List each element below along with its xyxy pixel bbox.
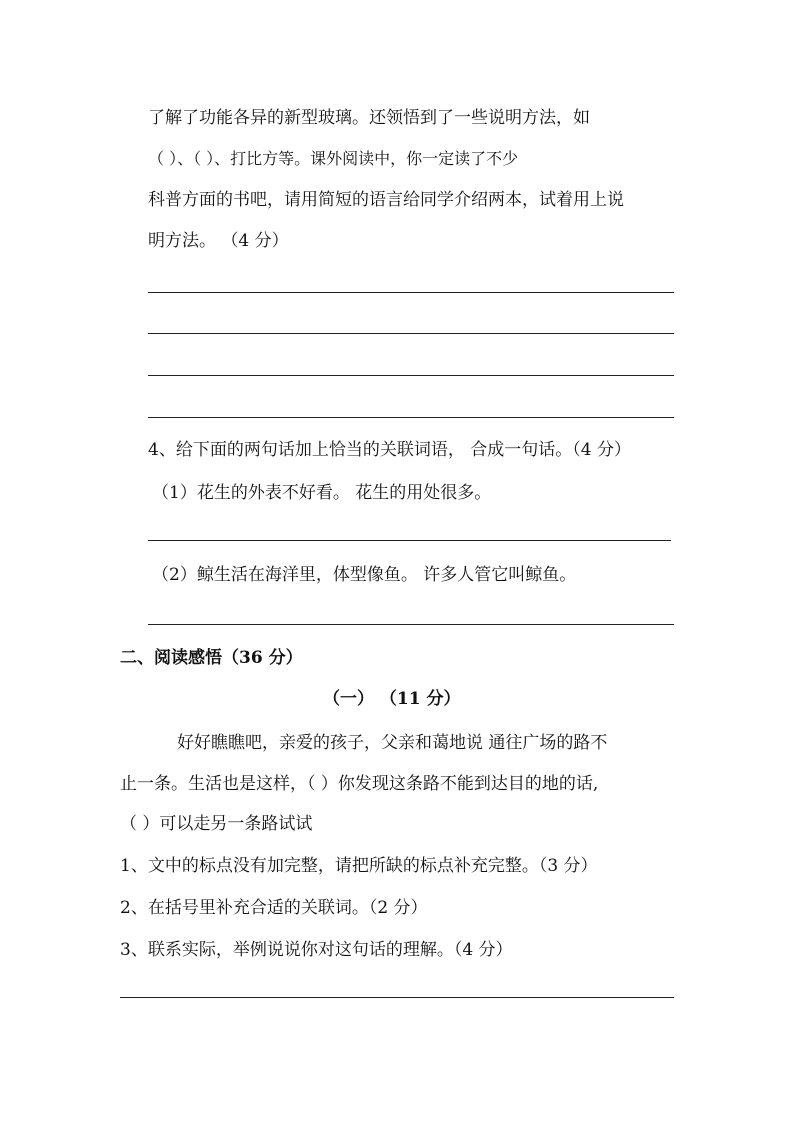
section-heading: 二、阅读感悟（36 分） — [120, 648, 303, 668]
q3-line-3: 科普方面的书吧，请用简短的语言给同学介绍两本，试着用上说 — [148, 190, 624, 210]
q4-title: 4、给下面的两句话加上恰当的关联词语， 合成一句话。（4 分） — [148, 440, 631, 460]
question-3-answer-line[interactable] — [120, 997, 674, 998]
question-2: 2、在括号里补充合适的关联词。（2 分） — [120, 898, 428, 918]
q3-line-1: 了解了功能各异的新型玻璃。还领悟到了一些说明方法，如 — [148, 108, 590, 128]
q3-line-4: 明方法。 （4 分） — [148, 231, 289, 251]
q4-answer-line-2[interactable] — [148, 624, 674, 625]
question-3: 3、联系实际，举例说说你对这句话的理解。（4 分） — [120, 940, 513, 960]
part-1-title: （一） （11 分） — [323, 689, 461, 709]
answer-line-2[interactable] — [148, 333, 674, 334]
answer-line-1[interactable] — [148, 292, 674, 293]
q4-sentence-1: （1）花生的外表不好看。 花生的用处很多。 — [152, 483, 492, 503]
passage-line-1: 好好瞧瞧吧，亲爱的孩子，父亲和蔼地说 通往广场的路不 — [177, 733, 608, 753]
passage-line-3: （ ）可以走另一条路试试 — [120, 814, 313, 834]
question-1: 1、文中的标点没有加完整，请把所缺的标点补充完整。（3 分） — [120, 856, 598, 876]
answer-line-4[interactable] — [148, 417, 674, 418]
q4-sentence-2: （2）鲸生活在海洋里，体型像鱼。 许多人管它叫鲸鱼。 — [152, 565, 577, 585]
answer-line-3[interactable] — [148, 375, 674, 376]
q4-answer-line-1[interactable] — [148, 540, 671, 541]
q3-line-2: （ ）、（ ）、打比方等。课外阅读中，你一定读了不少 — [148, 149, 519, 168]
passage-line-2: 止一条。生活也是这样，（ ）你发现这条路不能到达目的地的话, — [120, 774, 599, 794]
